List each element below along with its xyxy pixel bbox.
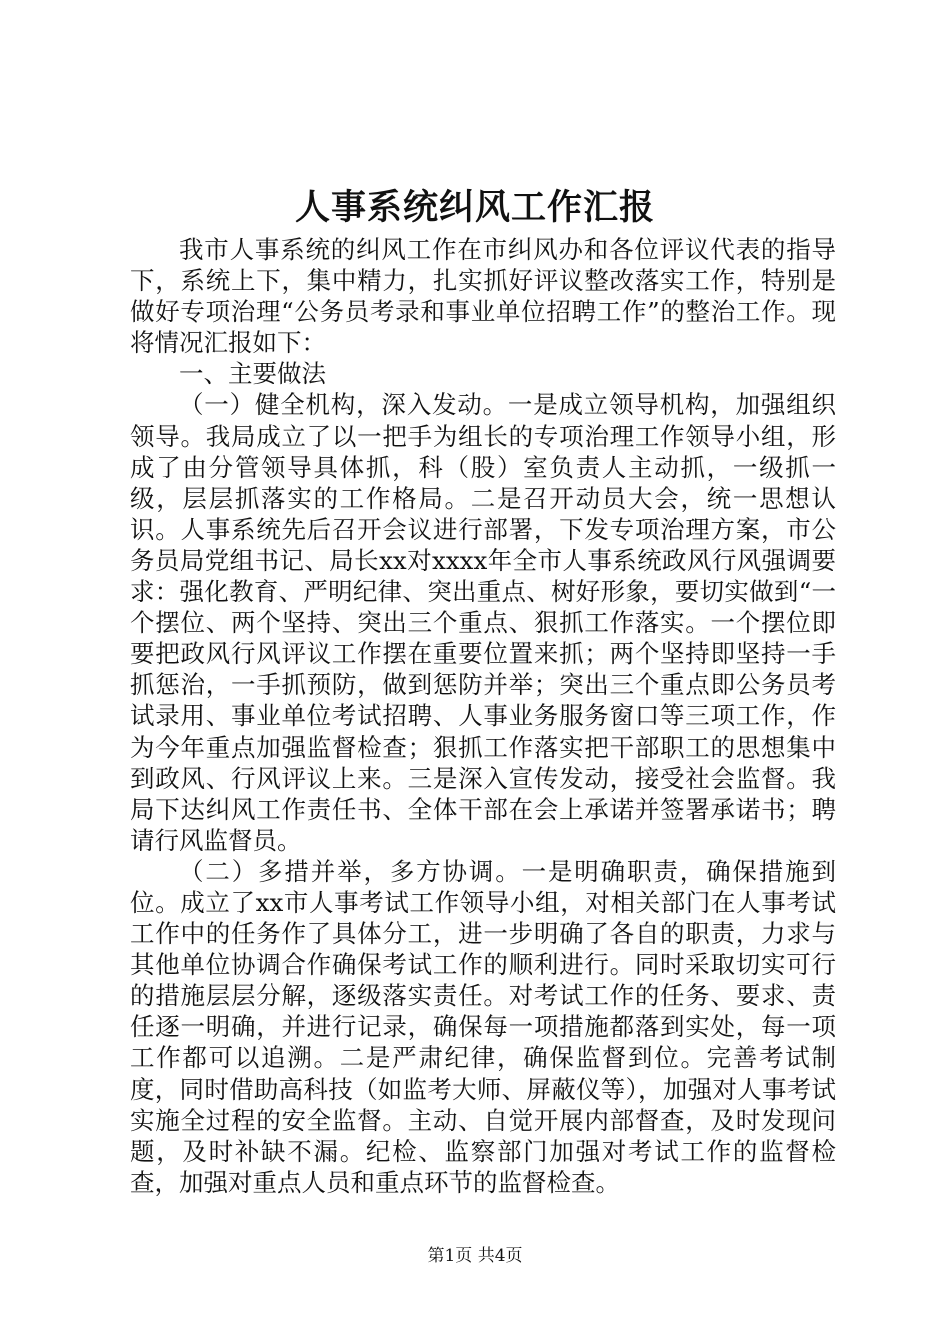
intro-paragraph: 我市人事系统的纠风工作在市纠风办和各位评议代表的指导下，系统上下，集中精力，扎实抓好评议整改落实工作，特别是做好专项治理“公务员考录和事业单位招聘工作”的整治工作。现将情况汇报如下： <box>130 235 836 358</box>
page-number-footer: 第1页 共4页 <box>427 1246 523 1266</box>
section-paragraph-2: （二）多措并举，多方协调。一是明确职责，确保措施到位。成立了xx市人事考试工作领导小组，对相关部门在人事考试工作中的任务作了具体分工，进一步明确了各自的职责，力求与其他单位协调合作确保考试工作的顺利进行。同时采取切实可行的措施层层分解，逐级落实责任。对考试工作的任务、要求、责任逐一明确，并进行记录，确保每一项措施都落到实处，每一项工作都可以追溯。二是严肃纪律，确保监督到位。完善考试制度，同时借助高科技（如监考大师、屏蔽仪等），加强对人事考试实施全过程的安全监督。主动、自觉开展内部督查，及时发现问题，及时补缺不漏。纪检、监察部门加强对考试工作的监督检查，加强对重点人员和重点环节的监督检查。 <box>130 856 836 1197</box>
section-paragraph-1: （一）健全机构，深入发动。一是成立领导机构，加强组织领导。我局成立了以一把手为组长的专项治理工作领导小组，形成了由分管领导具体抓，科（股）室负责人主动抓，一级抓一级，层层抓落实的工作格局。二是召开动员大会，统一思想认识。人事系统先后召开会议进行部署，下发专项治理方案，市公务员局党组书记、局长xx对xxxx年全市人事系统政风行风强调要求：强化教育、严明纪律、突出重点、树好形象，要切实做到“一个摆位、两个坚持、突出三个重点、狠抓工作落实。一个摆位即要把政风行风评议工作摆在重要位置来抓；两个坚持即坚持一手抓惩治，一手抓预防，做到惩防并举；突出三个重点即公务员考试录用、事业单位考试招聘、人事业务服务窗口等三项工作，作为今年重点加强监督检查；狠抓工作落实把干部职工的思想集中到政风、行风评议上来。三是深入宣传发动，接受社会监督。我局下达纠风工作责任书、全体干部在会上承诺并签署承诺书；聘请行风监督员。 <box>130 390 836 855</box>
document-title: 人事系统纠风工作汇报 <box>294 187 655 228</box>
section-heading: 一、主要做法 <box>179 359 326 389</box>
document-body <box>130 234 836 1198</box>
